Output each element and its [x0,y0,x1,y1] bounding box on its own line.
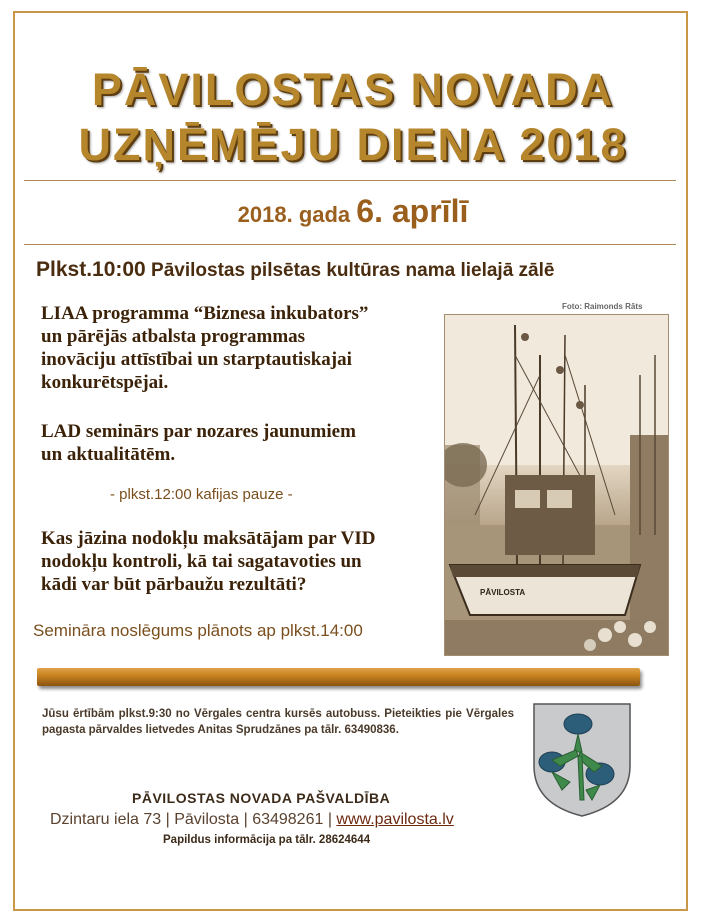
title-line-2: UZŅĒMĒJU DIENA 2018 [78,119,628,170]
organization-name: PĀVILOSTAS NOVADA PAŠVALDĪBA [132,790,391,806]
program-item-2 [41,420,356,466]
boat-photo [444,314,669,656]
program-item-1-line: inovāciju attīstībai un starptautiskajai [41,349,352,370]
coat-of-arms [530,700,634,820]
address-text: Dzintaru iela 73 | Pāvilosta | 63498261 | [50,811,337,828]
program-item-3-line: kādi var būt pārbaužu rezultāti? [41,574,307,595]
bus-notice: Jūsu ērtībām plkst.9:30 no Vērgales centra kursēs autobuss. Pieteikties pie Vērgales pagasta pārvaldes lietvedes Anitas Sprudzānes pa tālr. 63490836. [42,708,514,736]
photo-credit: Foto: Raimonds Rāts [562,302,643,311]
program-item-3 [41,527,376,596]
program-item-2-line: LAD seminārs par nozares jaunumiem [41,421,356,442]
additional-info: Papildus informācija pa tālr. 28624644 [163,834,371,846]
divider-top [24,180,676,181]
program-item-1 [41,302,368,394]
start-time: Plkst.10:00 [36,258,146,281]
boat-name: PĀVILOSTA [480,588,526,597]
contact-address [50,811,454,829]
coat-of-arms-icon [530,700,634,820]
program-item-2-line: un aktualitātēm. [41,444,176,465]
divider-bottom [24,244,676,245]
website-link[interactable]: www.pavilosta.lv [336,811,454,828]
program-item-3-line: nodokļu kontroli, kā tai sagatavoties un [41,551,362,572]
program-item-1-line: LIAA programma “Biznesa inkubators” [41,303,369,324]
program-item-3-line: Kas jāzina nodokļu maksātājam par VID [41,528,376,549]
boat-photo-drawing [445,315,668,655]
title-line-1: PĀVILOSTAS NOVADA [91,64,615,115]
time-and-place [36,258,554,282]
event-date [0,193,706,230]
program-item-1-line: konkurētspējai. [41,372,169,393]
date-prefix: 2018. gada [237,202,357,227]
closing-time: Semināra noslēgums plānots ap plkst.14:00 [33,621,363,640]
date-day: 6. aprīlī [356,193,469,229]
venue: Pāvilostas pilsētas kultūras nama lielajā zālē [145,260,555,281]
program-item-1-line: un pārējās atbalsta programmas [41,326,306,347]
decorative-bar [37,668,640,686]
coffee-break: - plkst.12:00 kafijas pauze - [110,486,293,503]
